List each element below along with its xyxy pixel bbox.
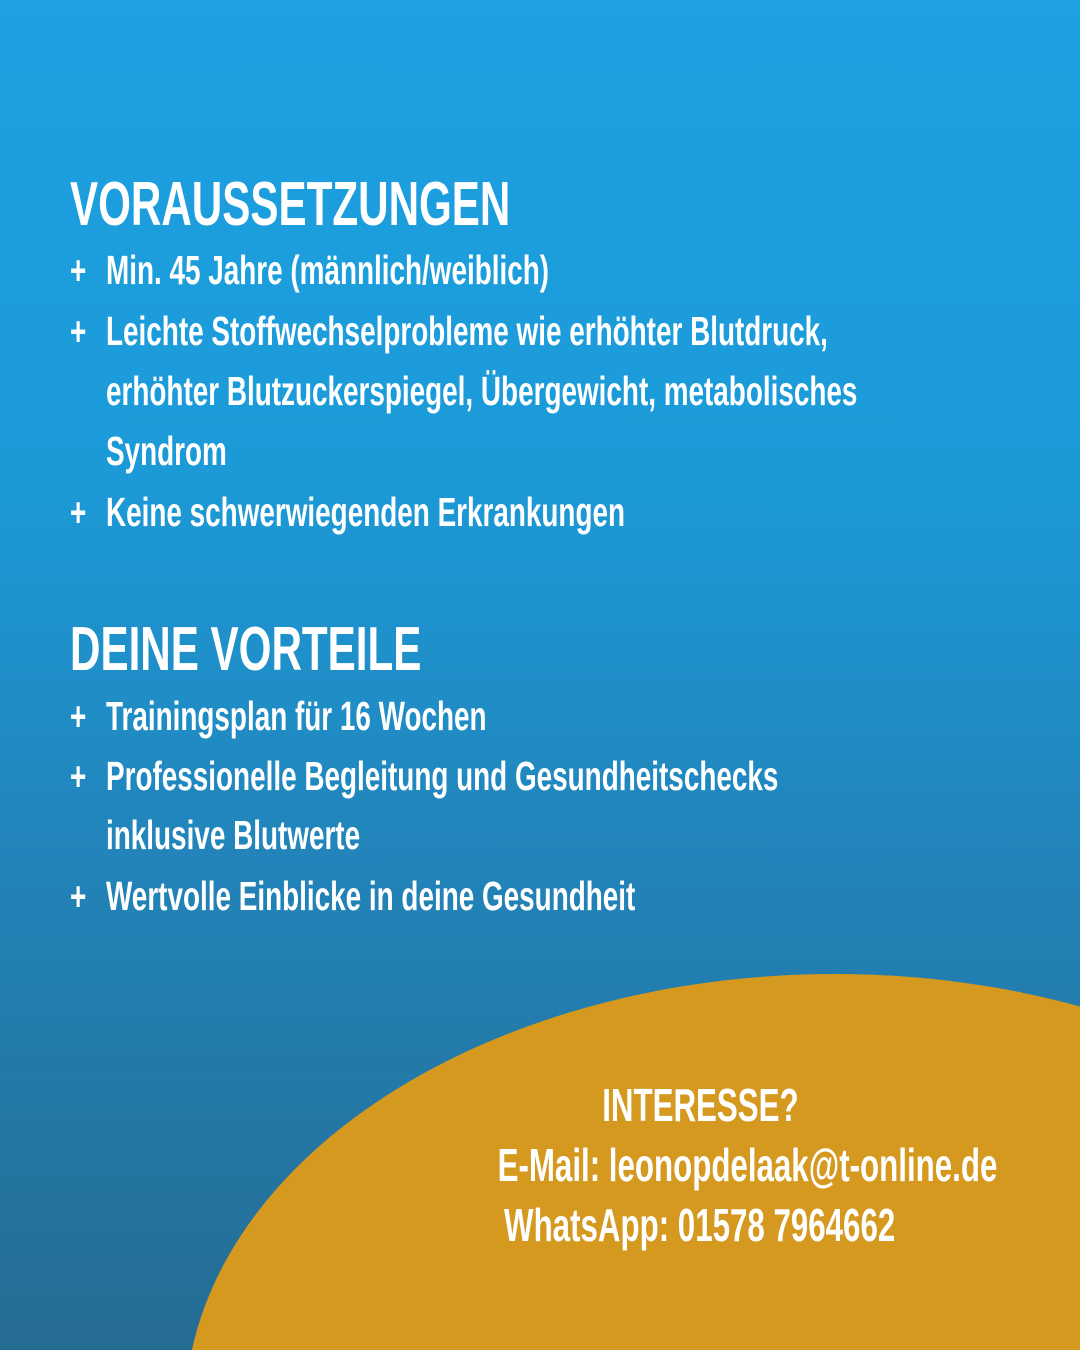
- benefits-item-3-text: Wertvolle Einblicke in deine Gesundheit: [106, 873, 636, 919]
- benefits-item-1-text: Trainingsplan für 16 Wochen: [106, 693, 487, 739]
- plus-bullet: +: [70, 308, 87, 354]
- plus-bullet: +: [70, 693, 87, 739]
- contact-block: [380, 1075, 1020, 1275]
- requirements-item-1-text: Min. 45 Jahre (männlich/weiblich): [106, 247, 550, 293]
- contact-title: INTERESSE?: [601, 1079, 799, 1131]
- requirements-heading: VORAUSSETZUNGEN: [70, 170, 511, 239]
- benefits-item-2-text: Professionelle Begleitung und Gesundheitschecks: [106, 753, 779, 799]
- benefits-item-2-continuation: inklusive Blutwerte: [106, 812, 361, 858]
- plus-bullet: +: [70, 873, 87, 919]
- contact-whatsapp[interactable]: WhatsApp: 01578 7964662: [504, 1199, 896, 1251]
- requirements-item-2-continuation-2: Syndrom: [106, 428, 227, 474]
- benefits-heading: DEINE VORTEILE: [70, 615, 422, 684]
- contact-email[interactable]: E-Mail: leonopdelaak@t-online.de: [497, 1139, 998, 1191]
- requirements-item-2-continuation-1: erhöhter Blutzuckerspiegel, Übergewicht, metabolisches: [106, 368, 858, 414]
- requirements-item-2-text: Leichte Stoffwechselprobleme wie erhöhter Blutdruck,: [106, 308, 828, 354]
- plus-bullet: +: [70, 247, 87, 293]
- requirements-item-3-text: Keine schwerwiegenden Erkrankungen: [106, 489, 626, 535]
- plus-bullet: +: [70, 489, 87, 535]
- plus-bullet: +: [70, 753, 87, 799]
